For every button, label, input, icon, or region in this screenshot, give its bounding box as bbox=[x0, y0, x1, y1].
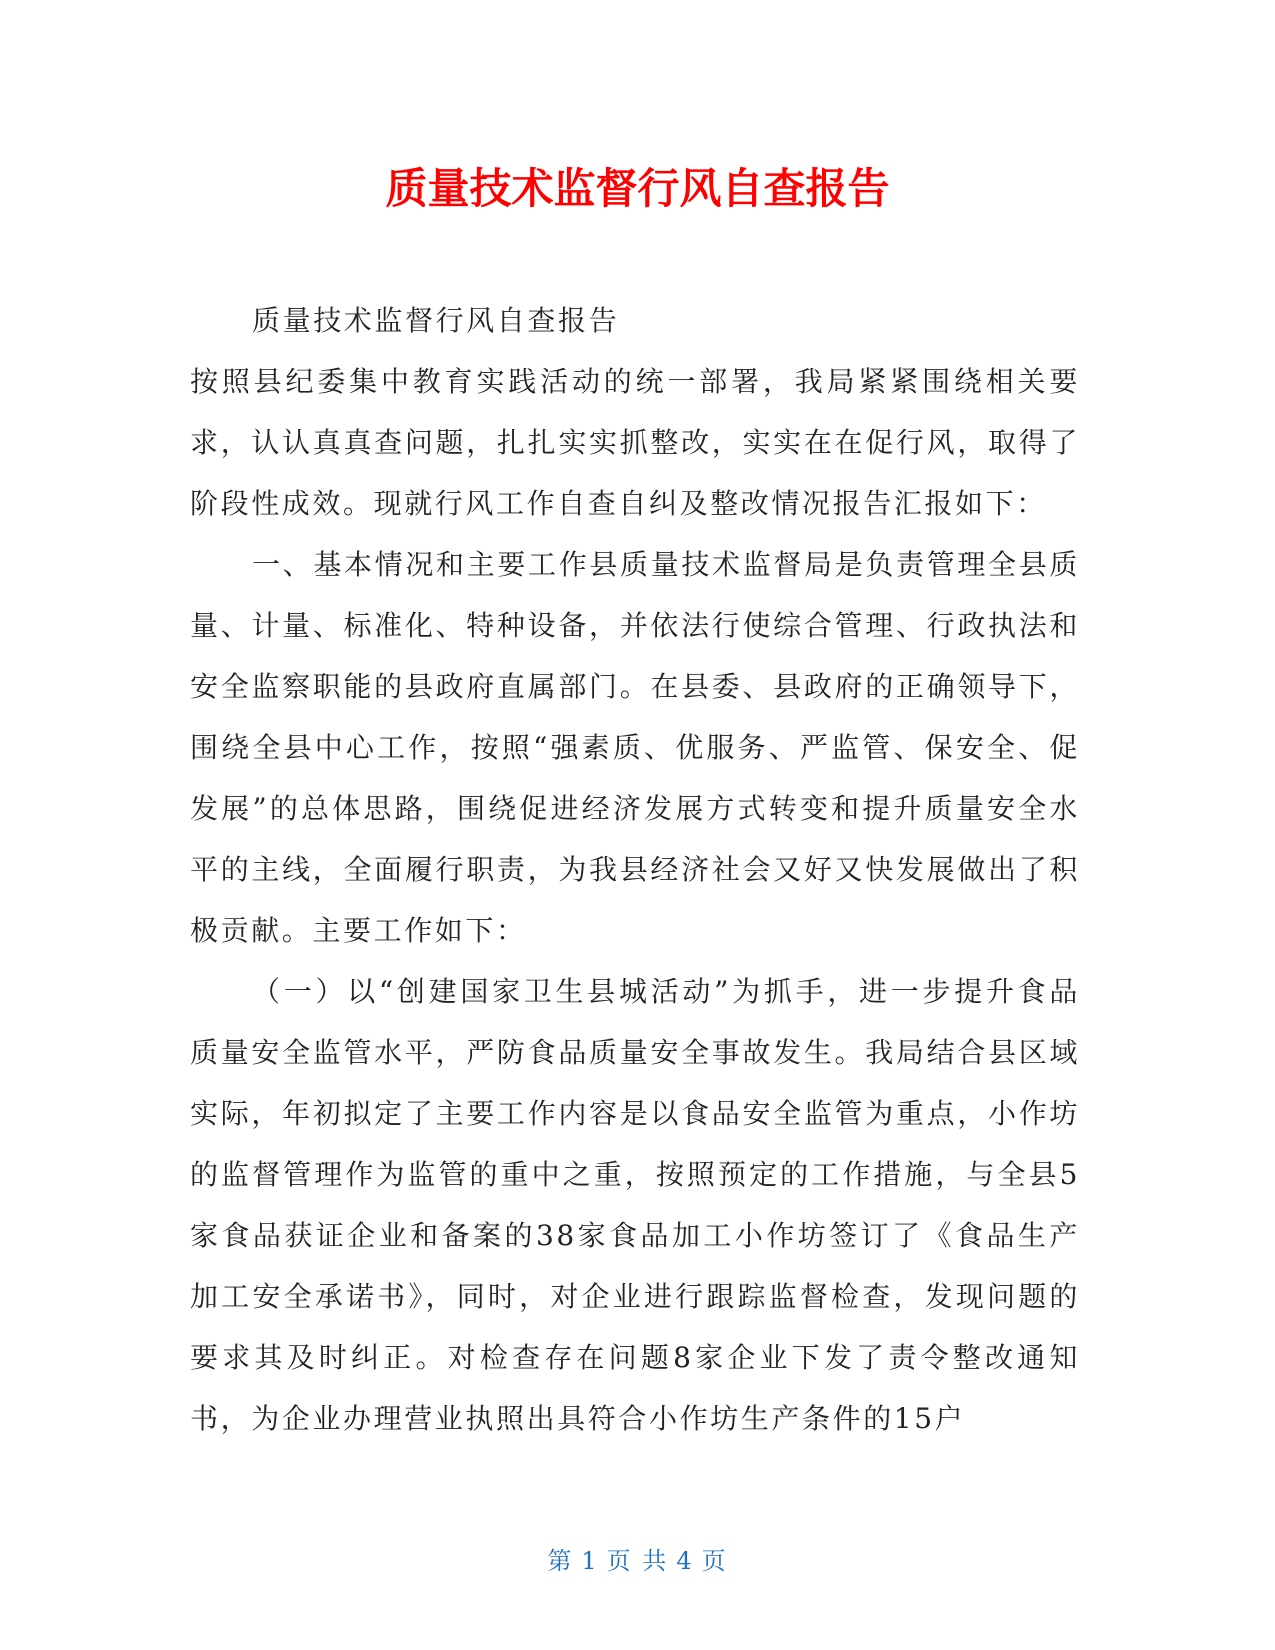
footer-suffix: 页 bbox=[701, 1547, 728, 1575]
page-number-footer bbox=[0, 1545, 1275, 1577]
document-title: 质量技术监督行风自查报告 bbox=[385, 164, 890, 213]
document-subtitle: 质量技术监督行风自查报告 bbox=[252, 304, 620, 337]
footer-prefix: 第 bbox=[547, 1547, 574, 1575]
footer-total-pages: 4 bbox=[676, 1547, 694, 1575]
footer-current-page: 1 bbox=[581, 1547, 599, 1575]
paragraph-food-safety: （一）以“创建国家卫生县城活动”为抓手，进一步提升食品质量安全监管水平，严防食品质量安全事故发生。我局结合县区域实际，年初拟定了主要工作内容是以食品安全监管为重点，小作坊的监督管理作为监管的重中之重，按照预定的工作措施，与全县5家食品获证企业和备案的38家食品加工小作坊签订了《食品生产加工安全承诺书》，同时，对企业进行跟踪监督检查，发现问题的要求其及时纠正。对检查存在问题8家企业下发了责令整改通知书，为企业办理营业执照出具符合小作坊生产条件的15户 bbox=[190, 975, 1080, 1435]
footer-mid: 页 共 bbox=[606, 1547, 669, 1575]
paragraph-basic-situation: 一、基本情况和主要工作县质量技术监督局是负责管理全县质量、计量、标准化、特种设备，并依法行使综合管理、行政执法和安全监察职能的县政府直属部门。在县委、县政府的正确领导下，围绕全县中心工作，按照“强素质、优服务、严监管、保安全、促发展”的总体思路，围绕促进经济发展方式转变和提升质量安全水平的主线，全面履行职责，为我县经济社会又好又快发展做出了积极贡献。主要工作如下： bbox=[190, 548, 1080, 947]
paragraph-intro: 按照县纪委集中教育实践活动的统一部署，我局紧紧围绕相关要求，认认真真查问题，扎扎实实抓整改，实实在在促行风，取得了阶段性成效。现就行风工作自查自纠及整改情况报告汇报如下： bbox=[190, 365, 1080, 520]
document-body bbox=[190, 290, 1080, 1449]
